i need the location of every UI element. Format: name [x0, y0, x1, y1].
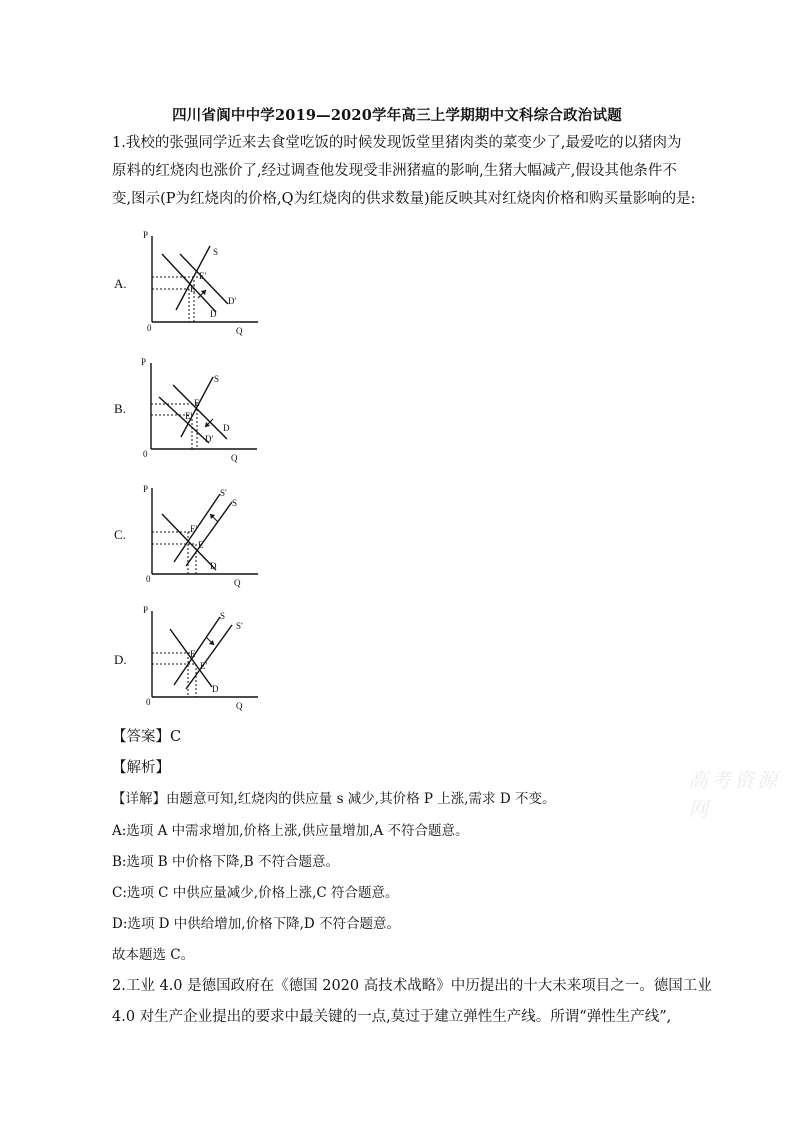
d-prime-label: D′ — [228, 296, 237, 306]
s-label: S — [220, 611, 226, 621]
detail-text: 【详解】由题意可知,红烧肉的供应量 s 减少,其价格 P 上涨,需求 D 不变。 — [112, 791, 556, 807]
s-label: S — [232, 498, 238, 508]
option-a-graph — [140, 228, 270, 340]
origin-label: 0 — [147, 323, 152, 333]
question1-line1: 1.我校的张强同学近来去食堂吃饭的时候发现饭堂里猪肉类的菜变少了,最爱吃的以猪肉为 — [112, 135, 682, 151]
option-b-graph — [135, 355, 270, 467]
e-prime-label: E′ — [199, 271, 207, 281]
option-c-graph — [140, 480, 270, 592]
e-label: E — [190, 649, 196, 659]
option-a-label: A. — [114, 276, 127, 291]
watermark: 高考资源网 — [688, 768, 780, 821]
s-prime-label: S′ — [220, 488, 227, 498]
d-prime-label: D′ — [205, 434, 214, 444]
explanation-b: B:选项 B 中价格下降,B 不符合题意。 — [112, 854, 339, 870]
origin-label: 0 — [146, 697, 151, 707]
question2-line2: 4.0 对生产企业提出的要求中最关键的一点,莫过于建立弹性生产线。所谓“弹性生产线”, — [112, 1009, 672, 1025]
e-prime-label: E′ — [190, 524, 198, 534]
q-axis-label: Q — [236, 701, 243, 711]
origin-label: 0 — [146, 574, 151, 584]
question1-line3: 变,图示(P为红烧肉的价格,Q为红烧肉的供求数量)能反映其对红烧肉价格和购买量影响的是: — [112, 191, 696, 207]
p-axis-label: P — [143, 230, 149, 240]
option-d-graph — [140, 603, 270, 715]
s-label: S — [213, 247, 219, 257]
e-label: E — [190, 284, 196, 294]
q-axis-label: Q — [231, 453, 238, 463]
option-d-label: D. — [114, 652, 127, 667]
p-axis-label: P — [143, 484, 149, 494]
question1-line2: 原料的红烧肉也涨价了,经过调查他发现受非洲猪瘟的影响,生猪大幅减产,假设其他条件不 — [112, 163, 677, 179]
p-axis-label: P — [141, 357, 147, 367]
question2-line1: 2.工业 4.0 是德国政府在《德国 2020 高技术战略》中历提出的十大未来项目之一。德国工业 — [112, 978, 712, 994]
q-axis-label: Q — [236, 326, 243, 336]
e-prime-label: E′ — [200, 661, 208, 671]
answer: 【答案】C — [112, 729, 182, 745]
e-label: E — [194, 398, 200, 408]
e-label: E — [198, 540, 204, 550]
document-title: 四川省阆中中学2019—2020学年高三上学期期中文科综合政治试题 — [172, 107, 622, 124]
q-axis-label: Q — [234, 578, 241, 588]
e-prime-label: E′ — [185, 411, 193, 421]
d-label: D — [210, 309, 217, 319]
s-prime-label: S′ — [236, 621, 243, 631]
explanation-a: A:选项 A 中需求增加,价格上涨,供应量增加,A 不符合题意。 — [112, 823, 469, 839]
p-axis-label: P — [143, 605, 149, 615]
option-b-label: B. — [114, 401, 126, 416]
demand-curve — [173, 385, 227, 439]
explanation-c: C:选项 C 中供应量减少,价格上涨,C 符合题意。 — [112, 885, 399, 901]
origin-label: 0 — [143, 449, 148, 459]
option-c-label: C. — [114, 527, 126, 542]
d-label: D — [212, 684, 219, 694]
explanation-d: D:选项 D 中供给增加,价格下降,D 不符合题意。 — [112, 916, 400, 932]
d-label: D — [210, 561, 217, 571]
conclusion: 故本题选 C。 — [112, 947, 195, 963]
d-label: D — [223, 423, 230, 433]
analysis-heading: 【解析】 — [112, 760, 170, 776]
s-label: S — [214, 374, 220, 384]
